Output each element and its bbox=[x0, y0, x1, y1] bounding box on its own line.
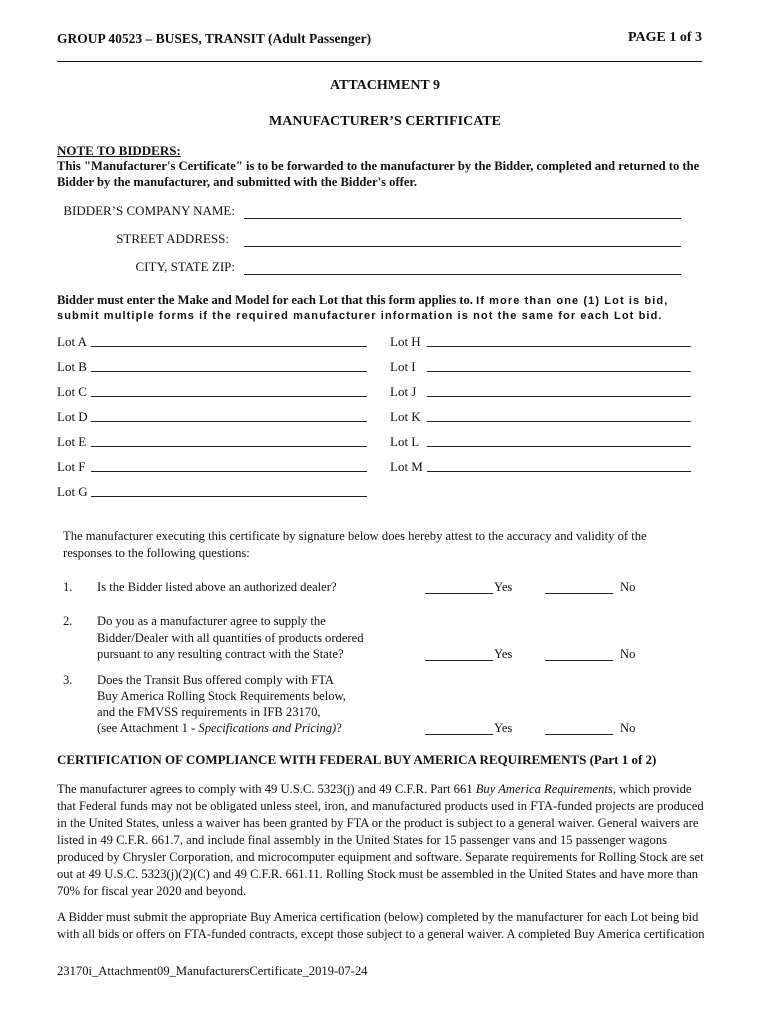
lot-m-label: Lot M bbox=[390, 459, 423, 474]
compliance-p2-line-2: with all bids or offers on FTA-funded contracts, except those subject to a general waiver. A completed Buy America certification bbox=[57, 927, 705, 941]
question-3-line-4 bbox=[97, 720, 342, 737]
lot-d-label: Lot D bbox=[57, 409, 88, 424]
question-1-yes-field[interactable] bbox=[425, 593, 493, 594]
question-3-line-1: Does the Transit Bus offered comply with FTA bbox=[97, 673, 334, 687]
lot-l-field[interactable] bbox=[427, 446, 691, 447]
compliance-p1-line-6: out at 49 U.S.C. 5323(j)(2)(C) and 49 C.F.R. 661.11. Rolling Stock must be assembled in the United States and have more than bbox=[57, 867, 699, 881]
compliance-p1-line-4: listed in 49 C.F.R. 661.7, and include final assembly in the United States for 15 passenger vans and 15 passenger wagons bbox=[57, 833, 668, 847]
question-1-no-field[interactable] bbox=[545, 593, 613, 594]
question-2-no-field[interactable] bbox=[545, 660, 613, 661]
lot-c-field[interactable] bbox=[91, 396, 367, 397]
compliance-p1-line-5: produced by Chrysler Corporation, and microcomputer equipment and software. Separate requirements for Rolling Stock are set bbox=[57, 850, 704, 864]
compliance-heading: CERTIFICATION OF COMPLIANCE WITH FEDERAL BUY AMERICA REQUIREMENTS (Part 1 of 2) bbox=[57, 752, 657, 767]
lot-h-label: Lot H bbox=[390, 334, 421, 349]
street-address-label: STREET ADDRESS: bbox=[116, 231, 229, 246]
lot-m-field[interactable] bbox=[427, 471, 691, 472]
compliance-p1-line-1-b: , which provide bbox=[612, 782, 692, 796]
company-name-field[interactable] bbox=[244, 218, 681, 219]
question-1-text: Is the Bidder listed above an authorized dealer? bbox=[97, 580, 337, 594]
compliance-p1-line-3: in the United States, unless a waiver has been granted by FTA or the product is subject to a general waiver. General waivers are bbox=[57, 816, 699, 830]
question-3-number: 3. bbox=[63, 673, 73, 687]
note-line-2: Bidder by the manufacturer, and submitted with the Bidder's offer. bbox=[57, 175, 417, 189]
question-3-line-3: and the FMVSS requirements in IFB 23170, bbox=[97, 705, 321, 719]
question-3-yes-label: Yes bbox=[494, 721, 513, 735]
city-state-zip-label: CITY, STATE ZIP: bbox=[135, 259, 235, 274]
lot-d-field[interactable] bbox=[91, 421, 367, 422]
lot-j-label: Lot J bbox=[390, 384, 417, 399]
lot-instruction-line-1 bbox=[57, 293, 668, 308]
question-3-yes-field[interactable] bbox=[425, 734, 493, 735]
lot-e-label: Lot E bbox=[57, 434, 87, 449]
attest-line-2: responses to the following questions: bbox=[63, 546, 250, 560]
question-3-line-4-prefix: (see Attachment 1 - bbox=[97, 721, 199, 735]
lot-h-field[interactable] bbox=[427, 346, 691, 347]
question-1-yes-label: Yes bbox=[494, 580, 513, 594]
lot-g-label: Lot G bbox=[57, 484, 88, 499]
question-1-number: 1. bbox=[63, 580, 73, 594]
question-3-line-2: Buy America Rolling Stock Requirements below, bbox=[97, 689, 346, 703]
lot-k-label: Lot K bbox=[390, 409, 421, 424]
question-3-line-4-suffix: ? bbox=[336, 721, 342, 735]
compliance-p1-line-7: 70% for fiscal year 2020 and beyond. bbox=[57, 884, 247, 898]
lot-j-field[interactable] bbox=[427, 396, 691, 397]
compliance-p2-line-1: A Bidder must submit the appropriate Buy America certification (below) completed by the manufacturer for each Lot being bid bbox=[57, 910, 699, 924]
question-2-line-2: Bidder/Dealer with all quantities of products ordered bbox=[97, 631, 364, 645]
lot-instruction-line-2: submit multiple forms if the required manufacturer information is not the same for each Lot bid. bbox=[57, 310, 663, 322]
lot-c-label: Lot C bbox=[57, 384, 87, 399]
question-2-no-label: No bbox=[620, 647, 636, 661]
question-3-no-label: No bbox=[620, 721, 636, 735]
compliance-p1-line-1 bbox=[57, 781, 692, 798]
question-1-no-label: No bbox=[620, 580, 636, 594]
lot-l-label: Lot L bbox=[390, 434, 420, 449]
lot-instruction-part-a: Bidder must enter the Make and Model for each Lot that this form applies to. bbox=[57, 293, 473, 307]
header-title: GROUP 40523 – BUSES, TRANSIT (Adult Passenger) bbox=[57, 31, 372, 46]
compliance-p1-line-2: that Federal funds may not be obligated unless steel, iron, and manufactured products used in FTA-funded projects are produced bbox=[57, 799, 704, 813]
question-3-line-4-italic: Specifications and Pricing) bbox=[198, 721, 337, 735]
question-2-yes-field[interactable] bbox=[425, 660, 493, 661]
lot-g-field[interactable] bbox=[91, 496, 367, 497]
compliance-p1-line-1-a: The manufacturer agrees to comply with 49 U.S.C. 5323(j) and 49 C.F.R. Part 661 bbox=[57, 782, 476, 796]
note-line-1: This "Manufacturer's Certificate" is to be forwarded to the manufacturer by the Bidder, completed and returned to the bbox=[57, 159, 700, 173]
lot-b-field[interactable] bbox=[91, 371, 367, 372]
note-heading: NOTE TO BIDDERS: bbox=[57, 143, 181, 158]
company-name-label: BIDDER’S COMPANY NAME: bbox=[63, 203, 235, 218]
lot-i-field[interactable] bbox=[427, 371, 691, 372]
question-2-yes-label: Yes bbox=[494, 647, 513, 661]
street-address-field[interactable] bbox=[244, 246, 681, 247]
header-rule bbox=[57, 61, 702, 62]
city-state-zip-field[interactable] bbox=[244, 274, 681, 275]
compliance-p1-line-1-italic: Buy America Requirements bbox=[475, 782, 613, 796]
attachment-title: ATTACHMENT 9 bbox=[329, 78, 441, 93]
question-2-line-3: pursuant to any resulting contract with the State? bbox=[97, 647, 344, 661]
attest-line-1: The manufacturer executing this certificate by signature below does hereby attest to the accuracy and validity of the bbox=[63, 529, 647, 543]
lot-b-label: Lot B bbox=[57, 359, 87, 374]
lot-i-label: Lot I bbox=[390, 359, 416, 374]
page-number: PAGE 1 of 3 bbox=[627, 30, 702, 45]
lot-e-field[interactable] bbox=[91, 446, 367, 447]
lot-f-label: Lot F bbox=[57, 459, 86, 474]
lot-instruction-part-b: If more than one (1) Lot is bid, bbox=[476, 295, 669, 307]
lot-f-field[interactable] bbox=[91, 471, 367, 472]
question-3-no-field[interactable] bbox=[545, 734, 613, 735]
certificate-title: MANUFACTURER’S CERTIFICATE bbox=[269, 114, 501, 129]
lot-a-field[interactable] bbox=[91, 346, 367, 347]
lot-a-label: Lot A bbox=[57, 334, 87, 349]
question-2-number: 2. bbox=[63, 614, 73, 628]
lot-k-field[interactable] bbox=[427, 421, 691, 422]
question-2-line-1: Do you as a manufacturer agree to supply the bbox=[97, 614, 326, 628]
footer-filename: 23170i_Attachment09_ManufacturersCertificate_2019-07-24 bbox=[57, 964, 368, 978]
